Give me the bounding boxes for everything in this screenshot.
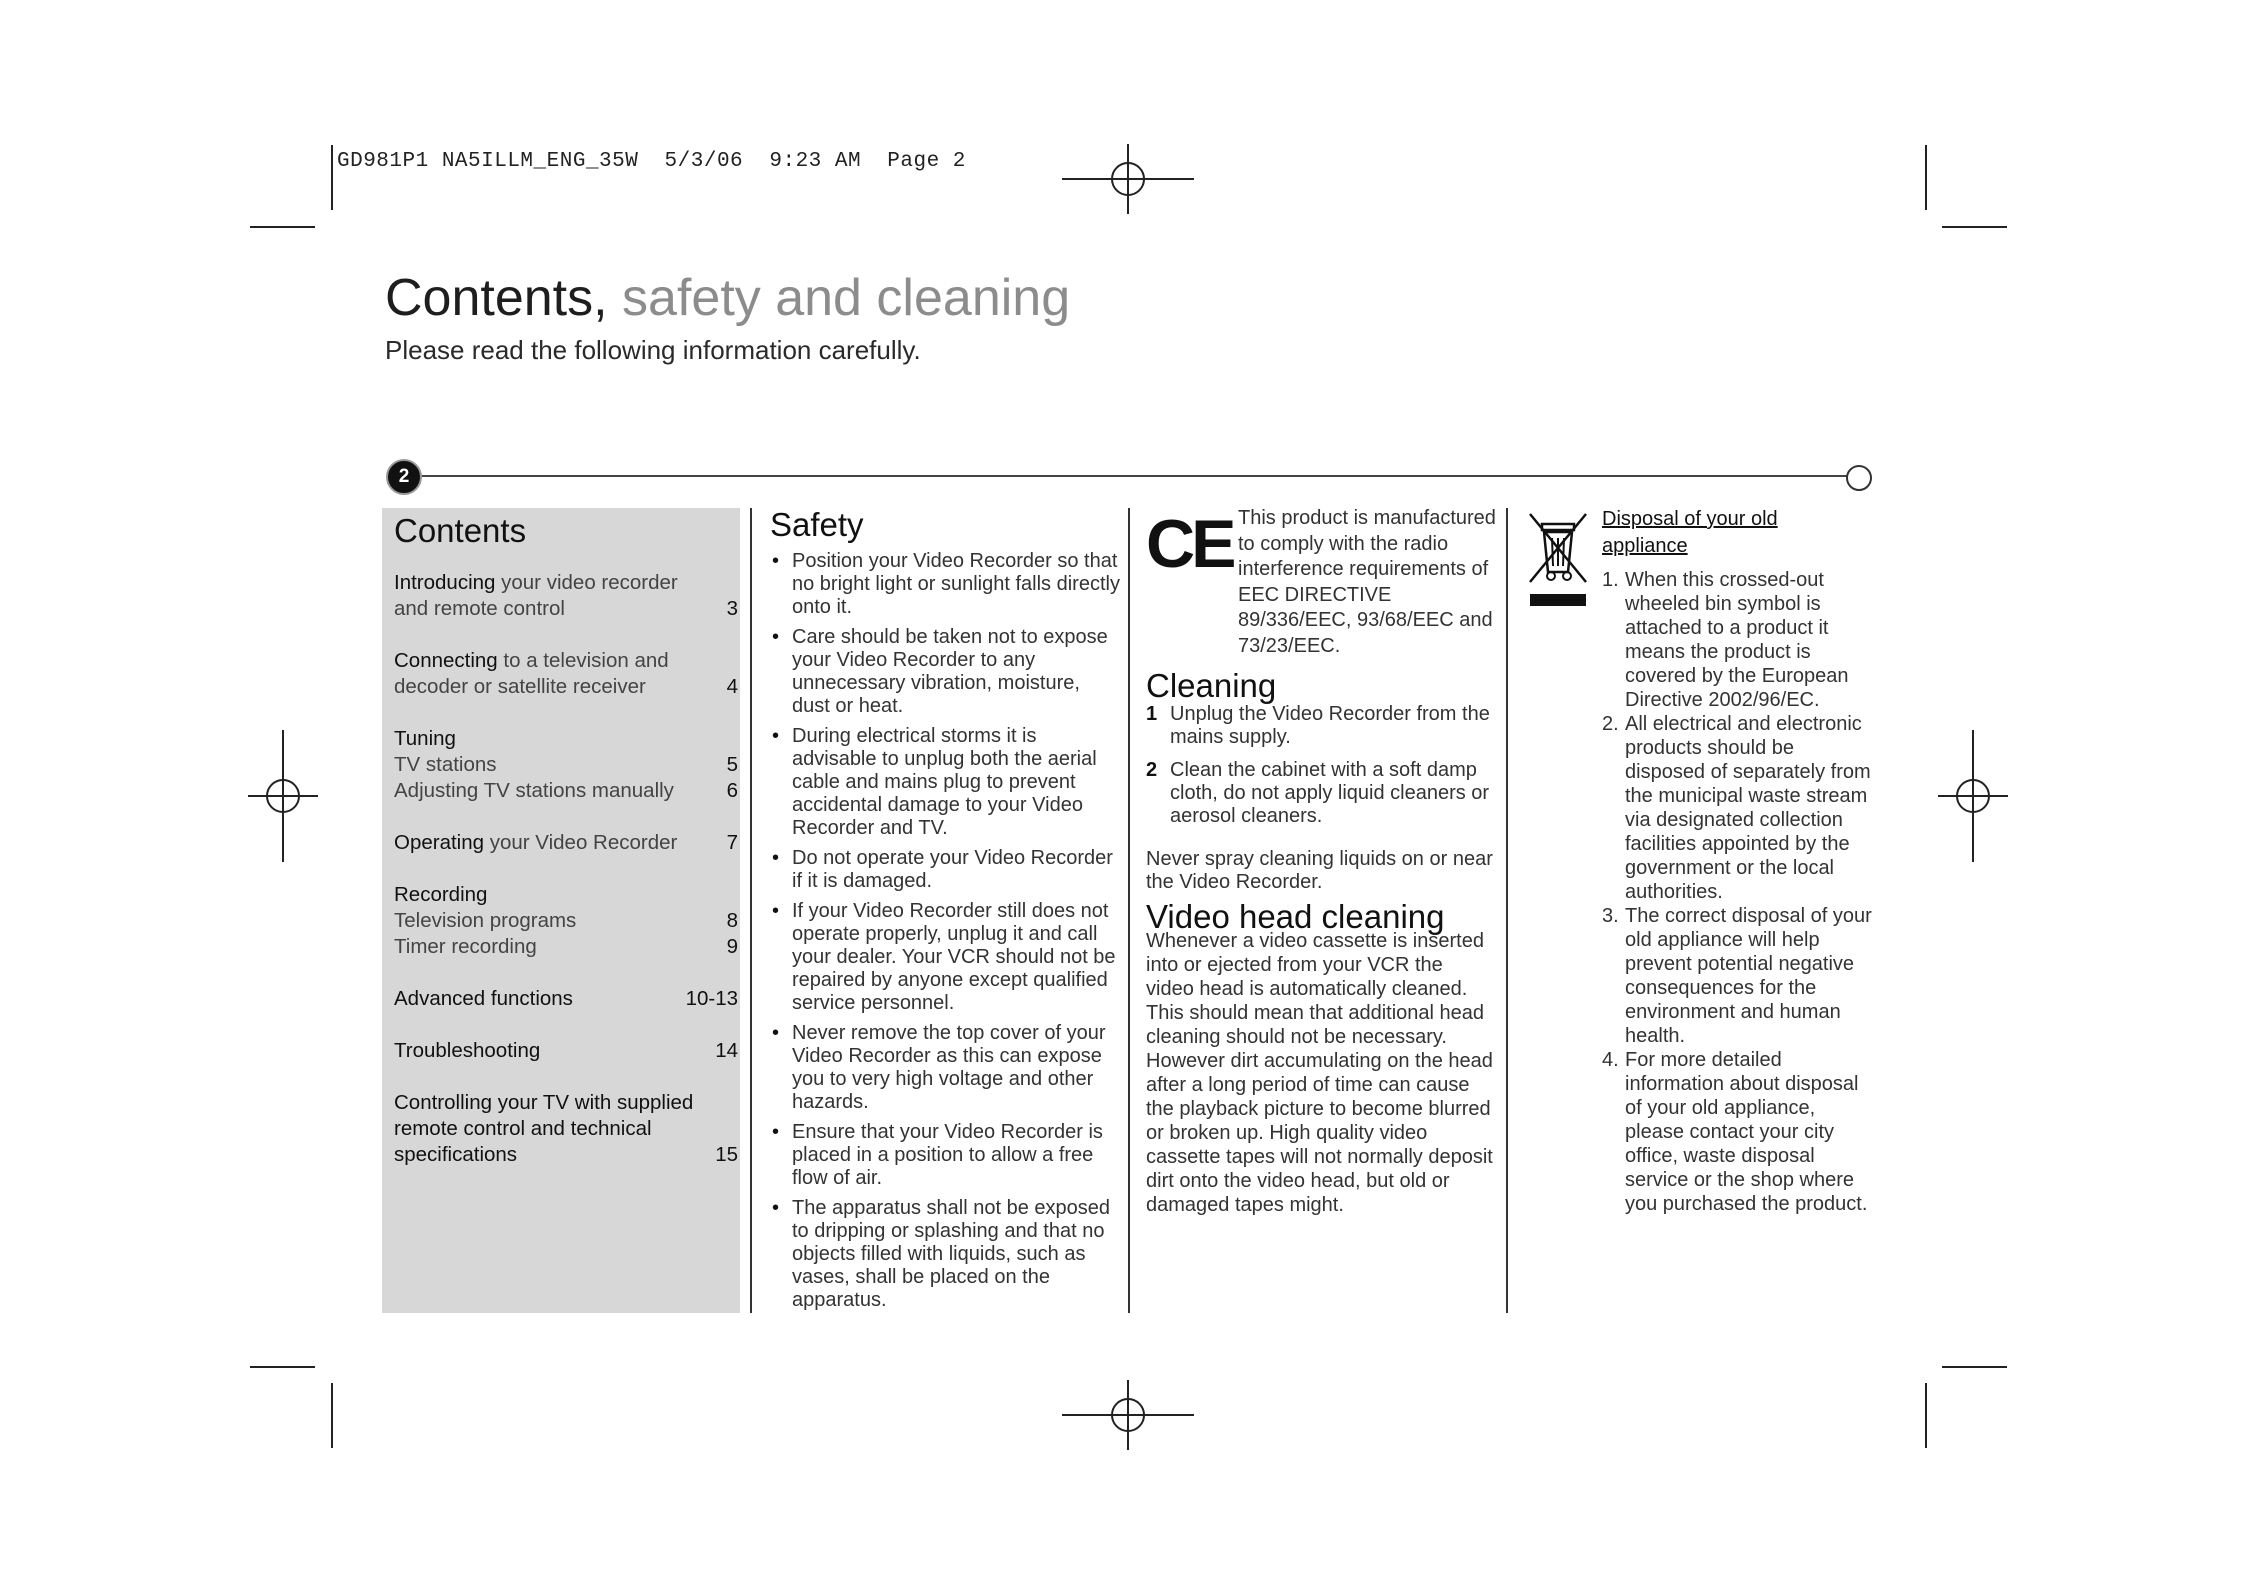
toc-entry-text bbox=[394, 596, 565, 622]
rule-end-circle bbox=[1846, 465, 1872, 491]
safety-item: • Position your Video Recorder so that no bright light or sunlight falls directly onto it. bbox=[770, 550, 1120, 619]
toc-entry-text bbox=[394, 1142, 517, 1168]
toc-page-number: 3 bbox=[726, 597, 738, 620]
toc-entry-rest: your video recorder bbox=[495, 571, 678, 594]
toc-entry-bold: Operating bbox=[394, 831, 485, 854]
safety-heading: Safety bbox=[770, 506, 864, 543]
video-head-text: Whenever a video cassette is inserted into or ejected from your VCR the video head is automatically cleaned. This should mean that additional head cleaning should not be necessary. However dirt accumulating on the head after a long period of time can cause the playback picture to become blurred or broken up. High quality video cassette tapes will not normally deposit dirt onto the video head, but old or damaged tapes might. bbox=[1146, 930, 1493, 1216]
toc-entry bbox=[394, 934, 738, 960]
safety-item: • Do not operate your Video Recorder if it is damaged. bbox=[770, 847, 1120, 893]
print-slug: GD981P1 NA5ILLM_ENG_35W 5/3/06 9:23 AM Page 2 bbox=[337, 150, 966, 173]
cleaning-step bbox=[1146, 759, 1496, 828]
disposal-item-number: 3. bbox=[1602, 905, 1619, 927]
toc-page-number: 7 bbox=[726, 831, 738, 854]
step-text: Clean the cabinet with a soft damp cloth, do not apply liquid cleaners or aerosol cleaners. bbox=[1170, 758, 1490, 827]
toc-entry-bold: Connecting bbox=[394, 649, 498, 672]
safety-item: • During electrical storms it is advisable to unplug both the aerial cable and mains plug to prevent accidental damage to your Video Recorder and TV. bbox=[770, 725, 1120, 840]
cleaning-section bbox=[1146, 667, 1496, 894]
toc-entry-text bbox=[394, 986, 573, 1012]
toc-group bbox=[394, 1038, 738, 1064]
page-subtitle: Please read the following information carefully. bbox=[385, 335, 921, 365]
safety-section bbox=[770, 506, 1120, 1319]
toc-entry-text bbox=[394, 570, 678, 596]
crossed-out-wheeled-bin-icon bbox=[1524, 510, 1594, 610]
cleaning-step bbox=[1146, 703, 1496, 749]
disposal-item-number: 2. bbox=[1602, 713, 1619, 735]
toc-entry bbox=[394, 1142, 738, 1168]
toc-group bbox=[394, 1090, 738, 1168]
toc-entry bbox=[394, 1038, 738, 1064]
disposal-item-text: When this crossed-out wheeled bin symbol is attached to a product it means the product is covered by the European Directive 2002/96/EC. bbox=[1625, 569, 1849, 711]
toc-entry-rest: Timer recording bbox=[394, 935, 537, 958]
toc-entry-text bbox=[394, 752, 497, 778]
toc-entry bbox=[394, 1090, 738, 1116]
toc-group bbox=[394, 648, 738, 700]
toc-entry bbox=[394, 986, 738, 1012]
cleaning-heading: Cleaning bbox=[1146, 667, 1277, 704]
toc-group bbox=[394, 570, 738, 622]
registration-mark-top bbox=[1062, 144, 1194, 214]
disposal-item bbox=[1602, 1048, 1872, 1216]
video-head-cleaning-section bbox=[1146, 897, 1496, 1218]
toc-entry-bold: Troubleshooting bbox=[394, 1039, 541, 1062]
registration-mark-bottom bbox=[1062, 1380, 1194, 1450]
toc-entry bbox=[394, 596, 738, 622]
page-title-light: safety and cleaning bbox=[622, 269, 1071, 327]
toc-entry bbox=[394, 830, 738, 856]
toc-entry-rest: TV stations bbox=[394, 753, 497, 776]
toc-entry-bold: Tuning bbox=[394, 727, 456, 750]
disposal-list bbox=[1602, 568, 1872, 1216]
toc-entry-rest: Television programs bbox=[394, 909, 577, 932]
column-divider bbox=[1506, 508, 1508, 1313]
ce-compliance-text: This product is manufactured to comply with the radio interference requirements of EEC DIRECTIVE 89/336/EEC, 93/68/EEC and 73/23/EEC. bbox=[1238, 507, 1496, 657]
toc-page-number: 10-13 bbox=[685, 987, 738, 1010]
toc-group bbox=[394, 882, 738, 960]
disposal-item-number: 1. bbox=[1602, 569, 1619, 591]
toc-entry-text bbox=[394, 908, 576, 934]
toc-entry bbox=[394, 674, 738, 700]
table-of-contents bbox=[394, 570, 738, 1194]
toc-entry-text bbox=[394, 1116, 652, 1142]
toc-entry-bold: remote control and technical bbox=[394, 1117, 652, 1140]
video-head-heading: Video head cleaning bbox=[1146, 897, 1445, 935]
toc-entry-bold: specifications bbox=[394, 1143, 518, 1166]
step-text: Unplug the Video Recorder from the mains supply. bbox=[1170, 702, 1490, 748]
toc-entry-rest: your Video Recorder bbox=[484, 831, 678, 854]
disposal-item-text: All electrical and electronic products should be disposed of separately from the municipal waste stream via designated collection facilities appointed by the government or the local authorities. bbox=[1625, 713, 1871, 903]
page-number-badge: 2 bbox=[386, 459, 422, 495]
toc-entry-rest: and remote control bbox=[394, 597, 565, 620]
page-title-dark: Contents, bbox=[385, 269, 608, 327]
toc-entry bbox=[394, 1116, 738, 1142]
toc-entry bbox=[394, 648, 738, 674]
toc-entry bbox=[394, 882, 738, 908]
toc-entry-text bbox=[394, 1038, 540, 1064]
toc-page-number: 14 bbox=[715, 1039, 738, 1062]
contents-heading: Contents bbox=[394, 512, 527, 549]
toc-entry-rest: to a television and bbox=[497, 649, 669, 672]
disposal-item-number: 4. bbox=[1602, 1049, 1619, 1071]
toc-entry-bold: Controlling your TV with supplied bbox=[394, 1091, 694, 1114]
page-title bbox=[385, 268, 1070, 328]
disposal-item-text: For more detailed information about disposal of your old appliance, please contact your city office, waste disposal service or the shop where you purchased the product. bbox=[1625, 1049, 1868, 1215]
toc-entry bbox=[394, 778, 738, 804]
toc-entry bbox=[394, 752, 738, 778]
toc-page-number: 5 bbox=[726, 753, 738, 776]
toc-entry-rest: decoder or satellite receiver bbox=[394, 675, 646, 698]
column-divider bbox=[750, 508, 752, 1313]
step-number: 2 bbox=[1146, 758, 1158, 781]
disposal-item bbox=[1602, 904, 1872, 1048]
disposal-section bbox=[1524, 506, 1874, 1306]
ce-mark-icon: CE bbox=[1146, 506, 1233, 582]
toc-entry-text bbox=[394, 830, 677, 856]
toc-entry-text bbox=[394, 778, 674, 804]
disposal-title: Disposal of your old appliance bbox=[1602, 508, 1778, 557]
safety-item: • Ensure that your Video Recorder is placed in a position to allow a free flow of air. bbox=[770, 1121, 1120, 1190]
safety-item: • The apparatus shall not be exposed to dripping or splashing and that no objects filled with liquids, such as vases, shall be placed on the apparatus. bbox=[770, 1197, 1120, 1312]
toc-entry-text bbox=[394, 648, 669, 674]
toc-page-number: 15 bbox=[715, 1143, 738, 1166]
cleaning-note: Never spray cleaning liquids on or near the Video Recorder. bbox=[1146, 847, 1493, 893]
toc-page-number: 8 bbox=[726, 909, 738, 932]
disposal-item-text: The correct disposal of your old appliance will help prevent potential negative consequences for the environment and human health. bbox=[1625, 905, 1872, 1047]
disposal-item bbox=[1602, 712, 1872, 904]
toc-page-number: 6 bbox=[726, 779, 738, 802]
safety-item: • Care should be taken not to expose your Video Recorder to any unnecessary vibration, moisture, dust or heat. bbox=[770, 626, 1120, 718]
column-divider bbox=[1128, 508, 1130, 1313]
toc-entry-bold: Advanced functions bbox=[394, 987, 573, 1010]
disposal-item bbox=[1602, 568, 1872, 712]
toc-group bbox=[394, 830, 738, 856]
toc-page-number: 4 bbox=[726, 675, 738, 698]
toc-entry-text bbox=[394, 726, 456, 752]
toc-entry-bold: Recording bbox=[394, 883, 488, 906]
ce-cleaning-section bbox=[1146, 506, 1496, 1217]
safety-item: • If your Video Recorder still does not operate properly, unplug it and call your dealer. Your VCR should not be repaired by anyone except qualified service personnel. bbox=[770, 900, 1120, 1015]
toc-entry bbox=[394, 726, 738, 752]
toc-entry-rest: Adjusting TV stations manually bbox=[394, 779, 674, 802]
safety-item: • Never remove the top cover of your Video Recorder as this can expose you to very high voltage and other hazards. bbox=[770, 1022, 1120, 1114]
toc-entry bbox=[394, 570, 738, 596]
header-rule bbox=[420, 475, 1860, 477]
toc-group bbox=[394, 986, 738, 1012]
toc-entry bbox=[394, 908, 738, 934]
toc-entry-bold: Introducing bbox=[394, 571, 496, 594]
toc-entry-text bbox=[394, 674, 646, 700]
toc-entry-text bbox=[394, 934, 537, 960]
registration-mark-left bbox=[248, 730, 318, 862]
step-number: 1 bbox=[1146, 702, 1158, 725]
toc-group bbox=[394, 726, 738, 804]
cleaning-steps bbox=[1146, 703, 1496, 828]
toc-entry-text bbox=[394, 1090, 693, 1116]
safety-list bbox=[770, 550, 1120, 1312]
toc-page-number: 9 bbox=[726, 935, 738, 958]
toc-entry-text bbox=[394, 882, 487, 908]
registration-mark-right bbox=[1938, 730, 2008, 862]
contents-panel bbox=[382, 508, 740, 1313]
